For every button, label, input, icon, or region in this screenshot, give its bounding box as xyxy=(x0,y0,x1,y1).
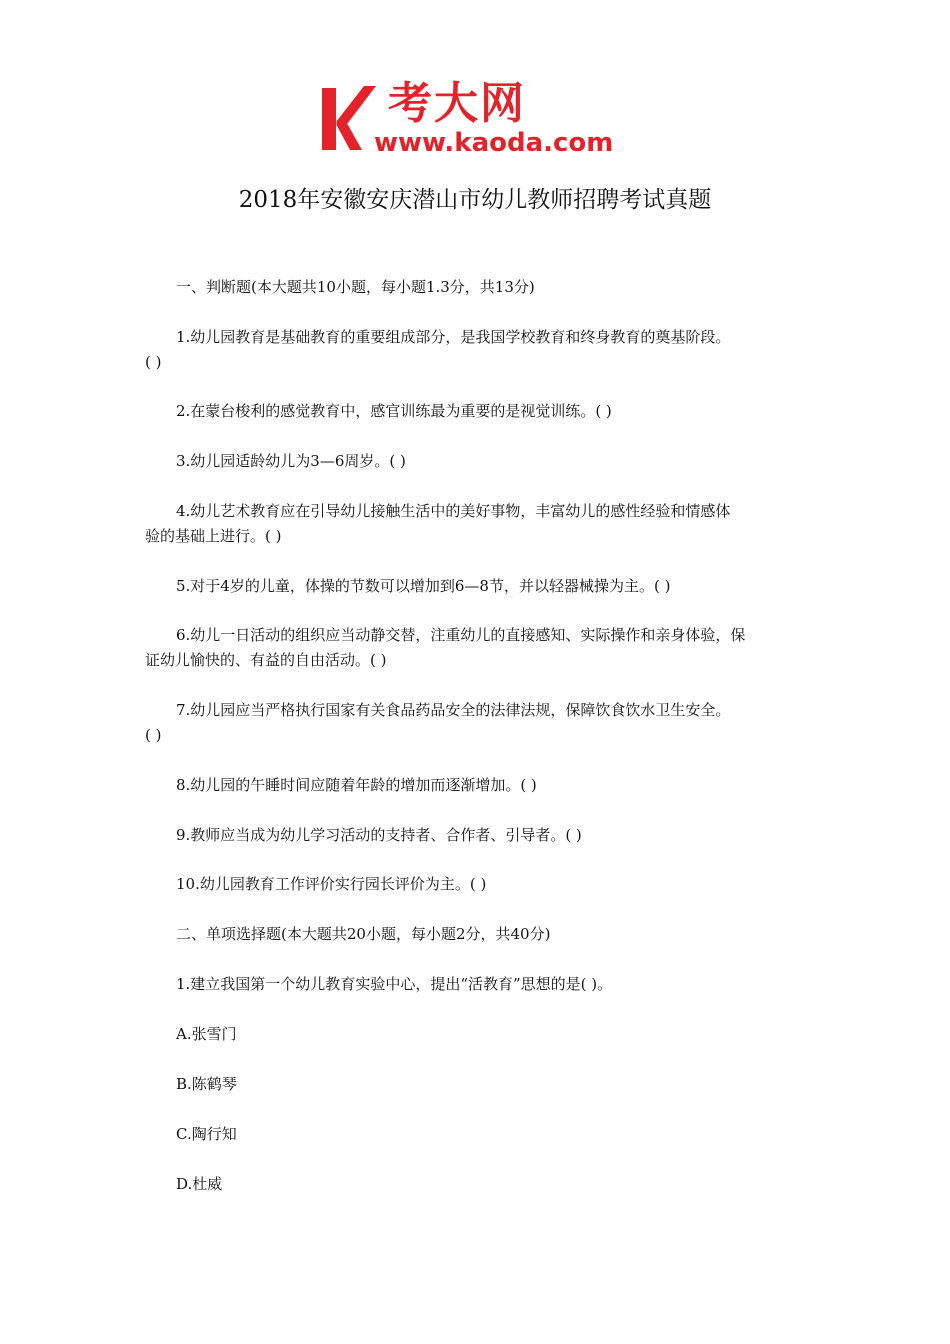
mc-option-a: A.张雪门 xyxy=(176,1025,237,1043)
section1-heading: 一、判断题(本大题共10小题，每小题1.3分，共13分) xyxy=(176,278,535,296)
tf-question-1-line1: 1.幼儿园教育是基础教育的重要组成部分，是我国学校教育和终身教育的奠基阶段。 xyxy=(176,328,731,346)
mc-option-b: B.陈鹤琴 xyxy=(176,1075,237,1093)
mc-option-c: C.陶行知 xyxy=(176,1125,237,1143)
tf-question-2: 2.在蒙台梭利的感觉教育中，感官训练最为重要的是视觉训练。( ) xyxy=(176,402,612,420)
tf-question-8: 8.幼儿园的午睡时间应随着年龄的增加而逐渐增加。( ) xyxy=(176,776,537,794)
logo-url-text: www.kaoda.com xyxy=(374,128,614,158)
logo-k-mark xyxy=(318,84,378,154)
tf-question-3: 3.幼儿园适龄幼儿为3—6周岁。( ) xyxy=(176,452,406,470)
tf-question-5: 5.对于4岁的儿童，体操的节数可以增加到6—8节，并以轻器械操为主。( ) xyxy=(176,577,671,595)
document-title: 2018年安徽安庆潜山市幼儿教师招聘考试真题 xyxy=(238,187,712,213)
tf-question-9: 9.教师应当成为幼儿学习活动的支持者、合作者、引导者。( ) xyxy=(176,826,582,844)
tf-question-7-line2: ( ) xyxy=(145,726,162,744)
tf-question-6-line1: 6.幼儿一日活动的组织应当动静交替，注重幼儿的直接感知、实际操作和亲身体验，保 xyxy=(176,626,746,644)
tf-question-6-line2: 证幼儿愉快的、有益的自由活动。( ) xyxy=(145,651,387,669)
tf-question-7-line1: 7.幼儿园应当严格执行国家有关食品药品安全的法律法规，保障饮食饮水卫生安全。 xyxy=(176,701,731,719)
tf-question-4-line2: 验的基础上进行。( ) xyxy=(145,527,282,545)
tf-question-4-line1: 4.幼儿艺术教育应在引导幼儿接触生活中的美好事物，丰富幼儿的感性经验和情感体 xyxy=(176,502,731,520)
mc-question-1: 1.建立我国第一个幼儿教育实验中心，提出“活教育”思想的是( )。 xyxy=(176,975,613,993)
kaoda-logo xyxy=(318,78,640,162)
section2-heading: 二、单项选择题(本大题共20小题，每小题2分，共40分) xyxy=(176,925,551,943)
tf-question-10: 10.幼儿园教育工作评价实行园长评价为主。( ) xyxy=(176,875,487,893)
tf-question-1-line2: ( ) xyxy=(145,353,162,371)
mc-option-d: D.杜威 xyxy=(176,1175,223,1193)
logo-chinese-text: 考大网 xyxy=(388,78,526,129)
